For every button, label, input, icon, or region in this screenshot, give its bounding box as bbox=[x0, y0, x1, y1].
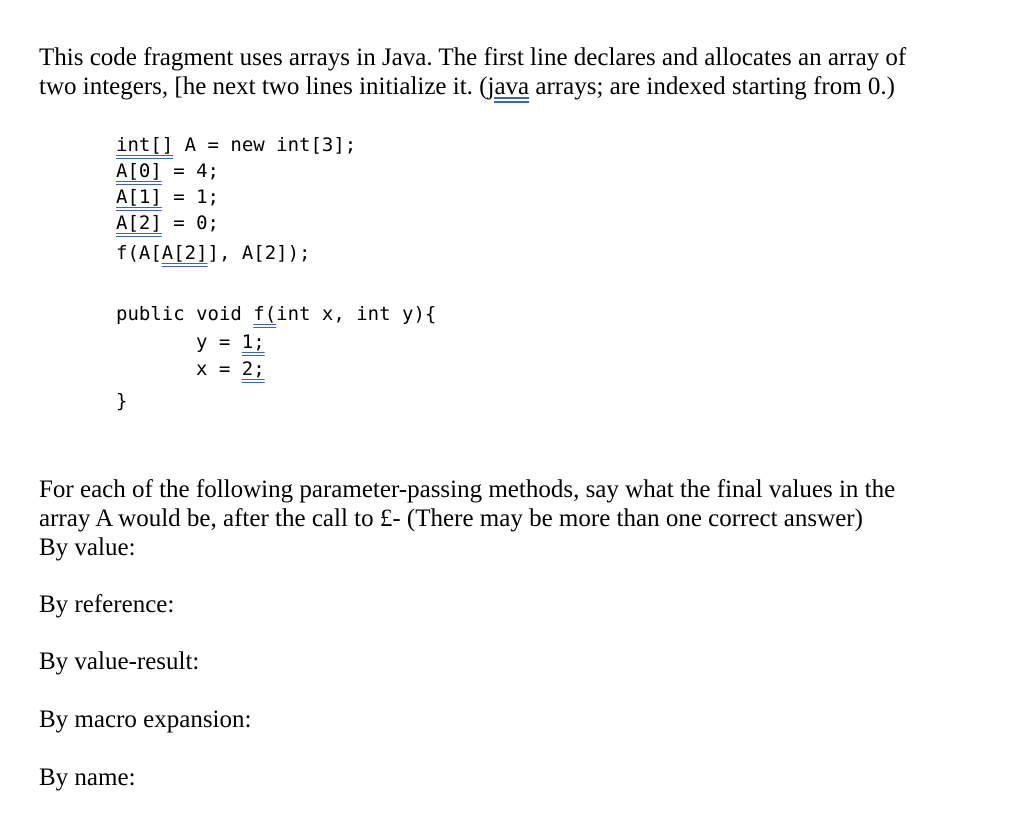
code-declaration-rest: A = new int[3]; bbox=[173, 134, 357, 156]
intro-line-2-end: arrays; are indexed starting from 0.) bbox=[529, 73, 895, 100]
code-line-x-assign bbox=[196, 357, 265, 381]
code-call-start: f(A[ bbox=[116, 242, 162, 264]
code-call-inner-ref: A[2] bbox=[161, 242, 208, 264]
by-macro-expansion-label: By macro expansion: bbox=[39, 706, 252, 733]
code-a1-ref: A[1] bbox=[116, 186, 162, 208]
intro-line-2 bbox=[39, 72, 895, 101]
by-value-result-label: By value-result: bbox=[39, 648, 200, 675]
code-line-call bbox=[116, 241, 310, 265]
question-line-1: For each of the following parameter-passing methods, say what the final values in the bbox=[39, 476, 896, 503]
code-line-close-brace: } bbox=[116, 390, 128, 412]
code-x-value: 2; bbox=[241, 358, 265, 380]
code-line-y-assign bbox=[196, 330, 265, 354]
code-x-lhs: x = bbox=[196, 358, 242, 380]
code-a1-assign: = 1; bbox=[161, 186, 219, 208]
code-func-name: f( bbox=[253, 303, 277, 325]
by-name-label: By name: bbox=[39, 764, 136, 791]
code-a0-ref: A[0] bbox=[116, 160, 162, 182]
by-value-label: By value: bbox=[39, 534, 136, 561]
question-line-2: array A would be, after the call to £- (There may be more than one correct answer) bbox=[39, 505, 863, 532]
code-y-value: 1; bbox=[241, 331, 265, 353]
code-func-params: int x, int y){ bbox=[276, 303, 437, 325]
code-line-a2 bbox=[116, 211, 219, 235]
intro-java-word: java bbox=[487, 73, 530, 100]
code-call-end: ], A[2]); bbox=[207, 242, 311, 264]
by-reference-label: By reference: bbox=[39, 591, 175, 618]
code-line-function-signature bbox=[116, 302, 436, 326]
code-a0-assign: = 4; bbox=[161, 160, 219, 182]
code-func-modifiers: public void bbox=[116, 303, 254, 325]
code-a2-ref: A[2] bbox=[116, 212, 162, 234]
code-line-a0 bbox=[116, 159, 219, 183]
intro-line-2-start: two integers, [he next two lines initialize it. ( bbox=[39, 73, 488, 100]
code-line-declaration bbox=[116, 133, 356, 157]
intro-line-1: This code fragment uses arrays in Java. The first line declares and allocates an array of bbox=[39, 44, 907, 71]
code-line-a1 bbox=[116, 185, 219, 209]
code-y-lhs: y = bbox=[196, 331, 242, 353]
code-int-array-type: int[] bbox=[116, 134, 174, 156]
code-a2-assign: = 0; bbox=[161, 212, 219, 234]
